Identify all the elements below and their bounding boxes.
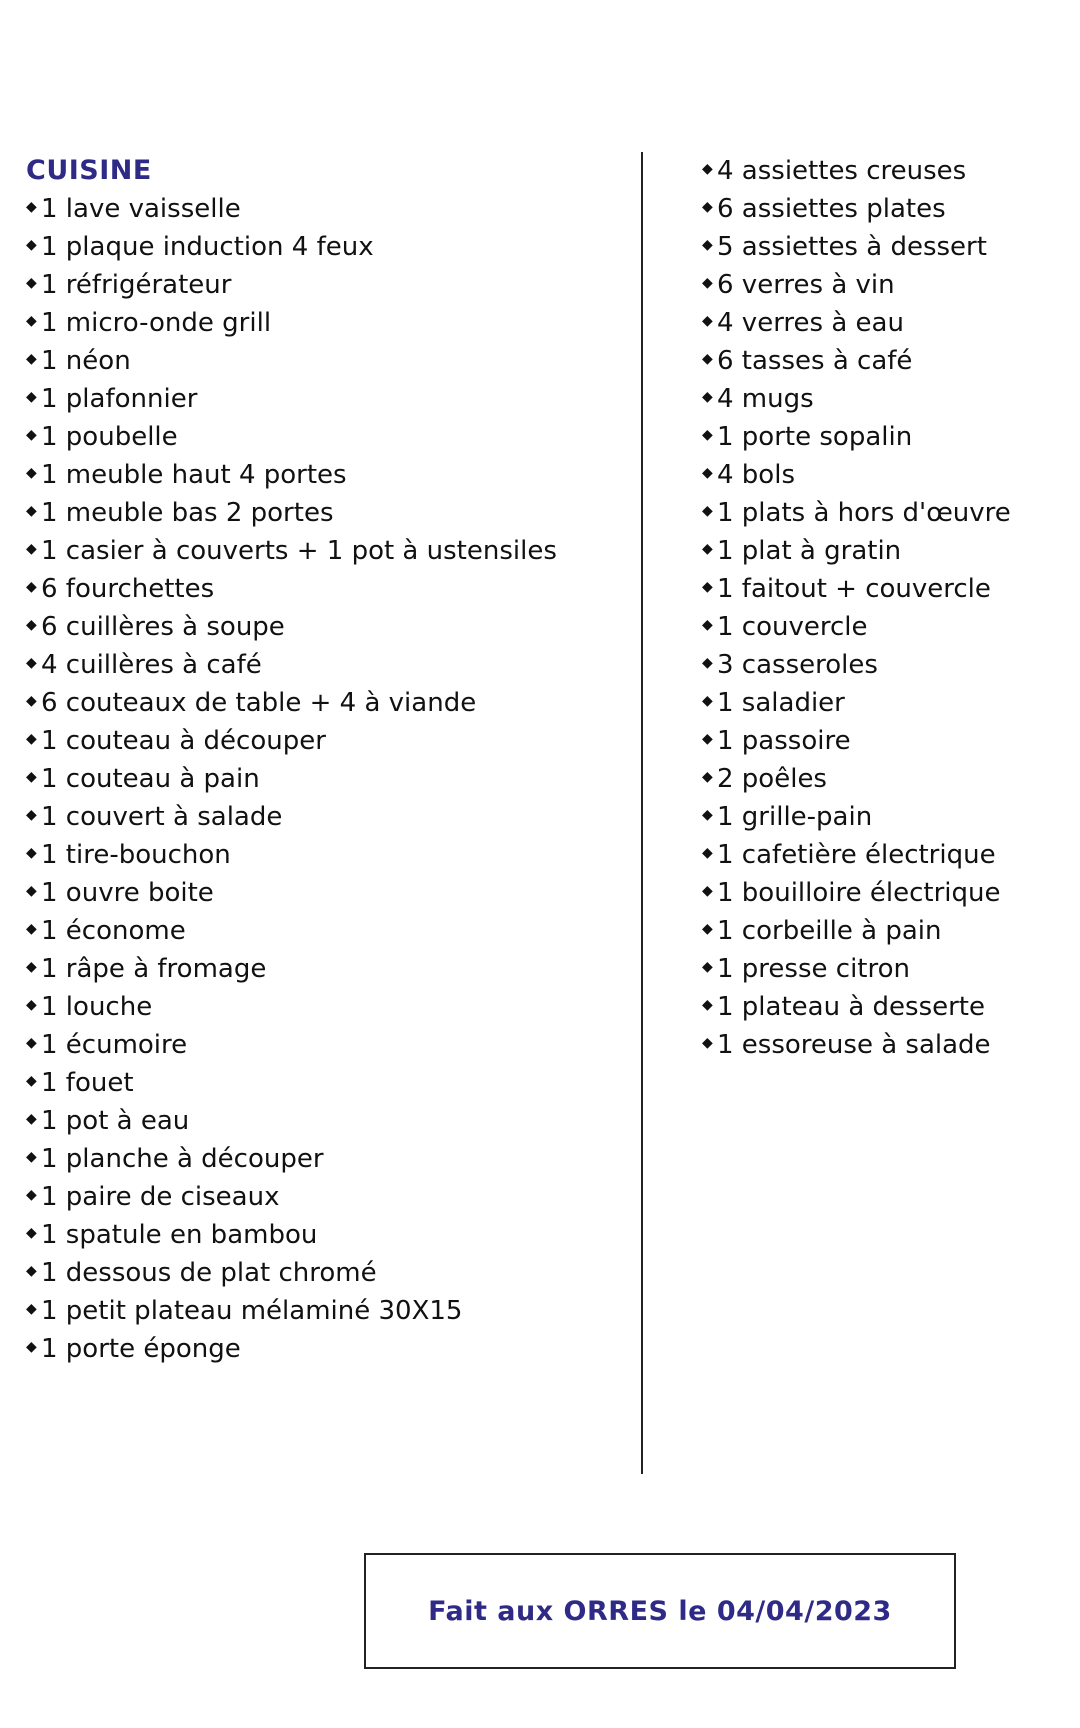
bullet-diamond-icon: ◆ bbox=[26, 1187, 37, 1203]
list-item bbox=[26, 570, 626, 608]
list-item-label: 1 économe bbox=[41, 916, 186, 946]
bullet-diamond-icon: ◆ bbox=[702, 541, 713, 557]
section-title: CUISINE bbox=[26, 155, 152, 186]
list-item bbox=[26, 380, 626, 418]
bullet-diamond-icon: ◆ bbox=[26, 275, 37, 291]
list-item-label: 1 couteau à pain bbox=[41, 764, 260, 794]
list-item-label: 1 couteau à découper bbox=[41, 726, 326, 756]
bullet-diamond-icon: ◆ bbox=[702, 617, 713, 633]
list-item-label: 1 couvert à salade bbox=[41, 802, 283, 832]
bullet-diamond-icon: ◆ bbox=[702, 351, 713, 367]
bullet-diamond-icon: ◆ bbox=[26, 655, 37, 671]
list-item-label: 1 presse citron bbox=[717, 954, 910, 984]
list-item bbox=[26, 1254, 626, 1292]
bullet-diamond-icon: ◆ bbox=[26, 1111, 37, 1127]
list-item bbox=[26, 1026, 626, 1064]
list-item bbox=[702, 266, 1072, 304]
list-item bbox=[702, 342, 1072, 380]
list-item bbox=[26, 684, 626, 722]
list-item bbox=[26, 836, 626, 874]
list-item bbox=[26, 456, 626, 494]
list-item-label: 1 lave vaisselle bbox=[41, 194, 241, 224]
bullet-diamond-icon: ◆ bbox=[26, 769, 37, 785]
bullet-diamond-icon: ◆ bbox=[702, 959, 713, 975]
list-item bbox=[702, 1026, 1072, 1064]
bullet-diamond-icon: ◆ bbox=[702, 503, 713, 519]
bullet-diamond-icon: ◆ bbox=[702, 769, 713, 785]
list-item bbox=[26, 304, 626, 342]
list-item bbox=[26, 1178, 626, 1216]
list-item-label: 1 plateau à desserte bbox=[717, 992, 985, 1022]
list-item bbox=[702, 608, 1072, 646]
list-item-label: 1 micro-onde grill bbox=[41, 308, 272, 338]
bullet-diamond-icon: ◆ bbox=[26, 313, 37, 329]
list-item bbox=[26, 760, 626, 798]
footer-text: Fait aux ORRES le 04/04/2023 bbox=[428, 1595, 892, 1627]
bullet-diamond-icon: ◆ bbox=[26, 351, 37, 367]
bullet-diamond-icon: ◆ bbox=[26, 1149, 37, 1165]
list-item-label: 1 ouvre boite bbox=[41, 878, 214, 908]
footer-box bbox=[364, 1553, 956, 1669]
list-item-label: 1 planche à découper bbox=[41, 1144, 324, 1174]
bullet-diamond-icon: ◆ bbox=[26, 997, 37, 1013]
list-item bbox=[26, 722, 626, 760]
list-item bbox=[702, 874, 1072, 912]
bullet-diamond-icon: ◆ bbox=[702, 237, 713, 253]
list-item bbox=[26, 798, 626, 836]
list-item bbox=[26, 190, 626, 228]
list-item bbox=[26, 494, 626, 532]
list-item-label: 4 cuillères à café bbox=[41, 650, 262, 680]
bullet-diamond-icon: ◆ bbox=[26, 427, 37, 443]
list-item-label: 1 fouet bbox=[41, 1068, 134, 1098]
bullet-diamond-icon: ◆ bbox=[26, 1339, 37, 1355]
list-item-label: 1 louche bbox=[41, 992, 153, 1022]
list-item-label: 1 râpe à fromage bbox=[41, 954, 267, 984]
list-item-label: 1 saladier bbox=[717, 688, 845, 718]
list-item bbox=[26, 266, 626, 304]
list-item-label: 1 plafonnier bbox=[41, 384, 198, 414]
list-item bbox=[702, 988, 1072, 1026]
bullet-diamond-icon: ◆ bbox=[702, 427, 713, 443]
list-item-label: 4 mugs bbox=[717, 384, 814, 414]
bullet-diamond-icon: ◆ bbox=[26, 845, 37, 861]
list-item-label: 1 casier à couverts + 1 pot à ustensiles bbox=[41, 536, 557, 566]
list-item bbox=[26, 988, 626, 1026]
bullet-diamond-icon: ◆ bbox=[26, 1225, 37, 1241]
list-item bbox=[702, 646, 1072, 684]
list-item-label: 5 assiettes à dessert bbox=[717, 232, 987, 262]
list-item-label: 1 couvercle bbox=[717, 612, 868, 642]
bullet-diamond-icon: ◆ bbox=[702, 655, 713, 671]
list-item bbox=[26, 1140, 626, 1178]
list-item-label: 1 néon bbox=[41, 346, 131, 376]
bullet-diamond-icon: ◆ bbox=[26, 921, 37, 937]
list-item bbox=[26, 874, 626, 912]
bullet-diamond-icon: ◆ bbox=[26, 579, 37, 595]
list-item-label: 1 grille-pain bbox=[717, 802, 873, 832]
bullet-diamond-icon: ◆ bbox=[26, 731, 37, 747]
list-item bbox=[702, 304, 1072, 342]
bullet-diamond-icon: ◆ bbox=[26, 617, 37, 633]
list-item-label: 6 verres à vin bbox=[717, 270, 895, 300]
list-item bbox=[26, 228, 626, 266]
list-item-label: 6 cuillères à soupe bbox=[41, 612, 285, 642]
bullet-diamond-icon: ◆ bbox=[702, 845, 713, 861]
bullet-diamond-icon: ◆ bbox=[702, 465, 713, 481]
list-item bbox=[702, 950, 1072, 988]
bullet-diamond-icon: ◆ bbox=[26, 503, 37, 519]
bullet-diamond-icon: ◆ bbox=[702, 921, 713, 937]
list-item-label: 1 meuble haut 4 portes bbox=[41, 460, 347, 490]
list-item-label: 1 plaque induction 4 feux bbox=[41, 232, 374, 262]
list-item-label: 1 meuble bas 2 portes bbox=[41, 498, 334, 528]
list-item bbox=[702, 798, 1072, 836]
list-item bbox=[26, 1292, 626, 1330]
list-item bbox=[26, 1102, 626, 1140]
bullet-diamond-icon: ◆ bbox=[702, 199, 713, 215]
left-column bbox=[26, 152, 626, 1368]
list-item bbox=[702, 532, 1072, 570]
list-item-label: 4 verres à eau bbox=[717, 308, 904, 338]
bullet-diamond-icon: ◆ bbox=[702, 579, 713, 595]
list-item bbox=[702, 418, 1072, 456]
list-item-label: 1 passoire bbox=[717, 726, 851, 756]
bullet-diamond-icon: ◆ bbox=[26, 389, 37, 405]
list-item-label: 1 spatule en bambou bbox=[41, 1220, 318, 1250]
list-item-label: 1 dessous de plat chromé bbox=[41, 1258, 377, 1288]
list-item-label: 6 fourchettes bbox=[41, 574, 215, 604]
list-item bbox=[26, 608, 626, 646]
list-item bbox=[26, 418, 626, 456]
list-item-label: 1 petit plateau mélaminé 30X15 bbox=[41, 1296, 463, 1326]
list-item bbox=[26, 1330, 626, 1368]
list-item-label: 4 bols bbox=[717, 460, 795, 490]
bullet-diamond-icon: ◆ bbox=[26, 693, 37, 709]
list-item bbox=[702, 570, 1072, 608]
list-item bbox=[702, 760, 1072, 798]
list-item bbox=[26, 1216, 626, 1254]
bullet-diamond-icon: ◆ bbox=[26, 807, 37, 823]
bullet-diamond-icon: ◆ bbox=[26, 541, 37, 557]
bullet-diamond-icon: ◆ bbox=[26, 1263, 37, 1279]
bullet-diamond-icon: ◆ bbox=[702, 883, 713, 899]
list-item-label: 6 assiettes plates bbox=[717, 194, 946, 224]
list-item-label: 1 corbeille à pain bbox=[717, 916, 942, 946]
list-item-label: 6 tasses à café bbox=[717, 346, 913, 376]
list-item bbox=[702, 380, 1072, 418]
bullet-diamond-icon: ◆ bbox=[26, 959, 37, 975]
list-item-label: 3 casseroles bbox=[717, 650, 878, 680]
list-item bbox=[26, 1064, 626, 1102]
list-item bbox=[26, 912, 626, 950]
list-item-label: 1 plats à hors d'œuvre bbox=[717, 498, 1011, 528]
right-column bbox=[702, 152, 1072, 1064]
bullet-diamond-icon: ◆ bbox=[702, 1035, 713, 1051]
bullet-diamond-icon: ◆ bbox=[26, 1035, 37, 1051]
list-item-label: 6 couteaux de table + 4 à viande bbox=[41, 688, 477, 718]
list-item bbox=[702, 152, 1072, 190]
list-item bbox=[702, 836, 1072, 874]
bullet-diamond-icon: ◆ bbox=[702, 161, 713, 177]
list-item bbox=[26, 532, 626, 570]
list-item bbox=[702, 228, 1072, 266]
list-item bbox=[702, 190, 1072, 228]
column-divider bbox=[641, 152, 643, 1474]
list-item-label: 1 porte éponge bbox=[41, 1334, 241, 1364]
bullet-diamond-icon: ◆ bbox=[702, 389, 713, 405]
bullet-diamond-icon: ◆ bbox=[702, 997, 713, 1013]
list-item bbox=[702, 912, 1072, 950]
bullet-diamond-icon: ◆ bbox=[702, 731, 713, 747]
list-item bbox=[702, 684, 1072, 722]
list-item-label: 1 paire de ciseaux bbox=[41, 1182, 280, 1212]
bullet-diamond-icon: ◆ bbox=[26, 1301, 37, 1317]
bullet-diamond-icon: ◆ bbox=[702, 807, 713, 823]
list-item bbox=[26, 342, 626, 380]
list-item-label: 1 faitout + couvercle bbox=[717, 574, 991, 604]
list-item-label: 1 essoreuse à salade bbox=[717, 1030, 991, 1060]
list-item-label: 1 bouilloire électrique bbox=[717, 878, 1001, 908]
list-item-label: 1 poubelle bbox=[41, 422, 178, 452]
list-item-label: 1 tire-bouchon bbox=[41, 840, 231, 870]
bullet-diamond-icon: ◆ bbox=[26, 1073, 37, 1089]
list-item-label: 1 réfrigérateur bbox=[41, 270, 232, 300]
list-item bbox=[26, 950, 626, 988]
list-item bbox=[702, 494, 1072, 532]
bullet-diamond-icon: ◆ bbox=[26, 883, 37, 899]
list-item-label: 4 assiettes creuses bbox=[717, 156, 967, 186]
bullet-diamond-icon: ◆ bbox=[702, 693, 713, 709]
bullet-diamond-icon: ◆ bbox=[26, 199, 37, 215]
list-item-label: 1 écumoire bbox=[41, 1030, 188, 1060]
list-item-label: 1 plat à gratin bbox=[717, 536, 902, 566]
list-item bbox=[702, 722, 1072, 760]
bullet-diamond-icon: ◆ bbox=[26, 237, 37, 253]
bullet-diamond-icon: ◆ bbox=[26, 465, 37, 481]
list-item-label: 1 pot à eau bbox=[41, 1106, 190, 1136]
bullet-diamond-icon: ◆ bbox=[702, 275, 713, 291]
list-item-label: 2 poêles bbox=[717, 764, 827, 794]
list-item-label: 1 porte sopalin bbox=[717, 422, 913, 452]
list-item bbox=[702, 456, 1072, 494]
bullet-diamond-icon: ◆ bbox=[702, 313, 713, 329]
list-item bbox=[26, 646, 626, 684]
list-item-label: 1 cafetière électrique bbox=[717, 840, 996, 870]
